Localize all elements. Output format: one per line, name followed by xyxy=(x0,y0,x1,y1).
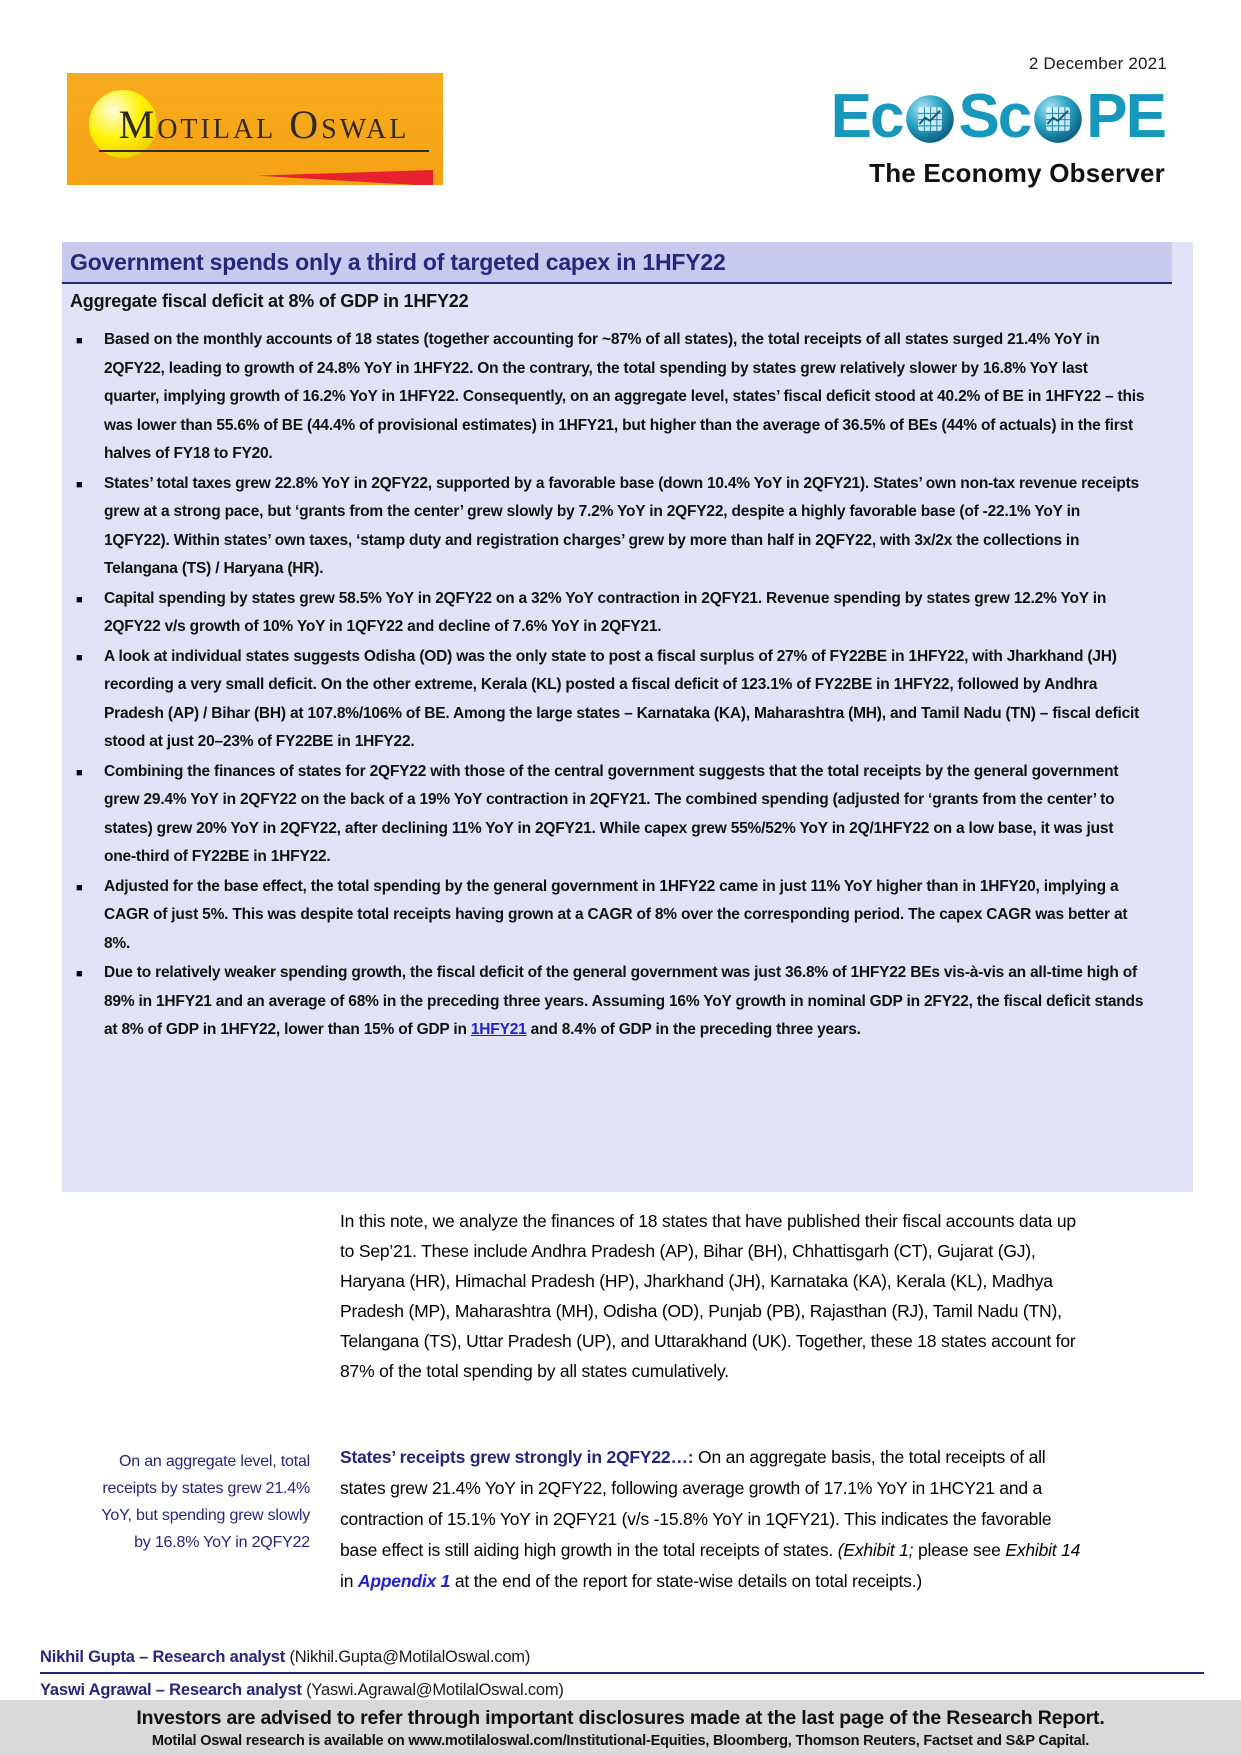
bullet-square-icon: ■ xyxy=(76,593,83,606)
bullet-square-icon: ■ xyxy=(76,968,83,980)
side-note: On an aggregate level, total receipts by states grew 21.4% YoY, but spending grew slowly by 16.8% YoY in 2QFY22 xyxy=(101,1453,310,1551)
disclaimer-line-1: Investors are advised to refer through important disclosures made at the last page of the Research Report. xyxy=(136,1707,1105,1729)
analyst-line-1 xyxy=(40,1645,1204,1669)
analyst-line-2 xyxy=(40,1678,1204,1702)
paragraph-mid2: in xyxy=(340,1571,358,1591)
ecoscope-text-ec: Ec xyxy=(830,82,903,151)
bullet-square-icon: ■ xyxy=(76,766,83,779)
disclaimer-bar xyxy=(0,1700,1241,1755)
1hfy21-link[interactable]: 1HFY21 xyxy=(470,1021,527,1038)
bullet-item xyxy=(76,959,1145,1045)
states-receipts-paragraph xyxy=(340,1442,1082,1597)
bullet-list xyxy=(62,316,1193,1052)
globe-chart-icon xyxy=(1033,94,1083,144)
bullet-item xyxy=(76,470,1145,584)
ecoscope-block xyxy=(830,82,1165,189)
bullet-square-icon: ■ xyxy=(76,881,83,894)
appendix-1-link[interactable]: Appendix 1 xyxy=(357,1571,451,1591)
bullet-text: A look at individual states suggests Odisha (OD) was the only state to post a fiscal surplus of 27% of FY22BE in 1HFY22, with Jharkhand (JH) recording a very small deficit. On the other extreme, Kerala (KL) posted a fiscal deficit of 123.1% of FY22BE in 1HFY22, followed by Andhra Pradesh (AP) / Bihar (BH) at 107.8%/106% of BE. Among the large states – Karnataka (KA), Maharashtra (MH), and Tamil Nadu (TN) – fiscal deficit stood at just 20–23% of FY22BE in 1HFY22. xyxy=(104,647,1140,750)
intro-paragraph: In this note, we analyze the finances of 18 states that have published their fiscal accounts data up to Sep’21. These include Andhra Pradesh (AP), Bihar (BH), Chhattisgarh (CT), Gujarat (GJ), Haryana (HR), Himachal Pradesh (HP), Jharkhand (JH), Karnataka (KA), Kerala (KL), Madhya Pradesh (MP), Maharashtra (MH), Odisha (OD), Punjab (PB), Rajasthan (RJ), Tamil Nadu (TN), Telangana (TS), Uttar Pradesh (UP), and Uttarakhand (UK). Together, these 18 states account for 87% of the total spending by all states cumulatively. xyxy=(340,1211,1076,1381)
ecoscope-logo xyxy=(830,82,1165,151)
bullet-item xyxy=(76,758,1145,872)
report-subtitle: Aggregate fiscal deficit at 8% of GDP in 1HFY22 xyxy=(70,291,469,311)
analyst1-name: Nikhil Gupta – Research analyst xyxy=(40,1648,286,1666)
ecoscope-text-sc: Sc xyxy=(958,82,1031,151)
exhibit14-reference: Exhibit 14 xyxy=(1005,1540,1081,1560)
bullet-text: Based on the monthly accounts of 18 states (together accounting for ~87% of all states), the total receipts of all states surged 21.4% YoY in 2QFY22, leading to growth of 24.8% YoY in 1HFY22. On the contrary, the total spending by states grew relatively slower by 16.8% YoY last quarter, implying growth of 16.2% YoY in 1HFY22. Consequently, on an aggregate level, states’ fiscal deficit stood at 40.2% of BE in 1HFY22 – this was lower than 55.6% of BE (44.4% of provisional estimates) in 1HFY21, but higher than the average of 36.5% of BEs (44% of actuals) in the first halves of FY18 to FY20. xyxy=(104,331,1145,462)
report-title: Government spends only a third of targeted capex in 1HFY22 xyxy=(62,242,1172,284)
bullet-square-icon: ■ xyxy=(76,335,83,347)
bullet-square-icon: ■ xyxy=(76,651,83,664)
motilal-oswal-logo xyxy=(67,73,443,185)
bullet-text: Capital spending by states grew 58.5% YoY in 2QFY22 on a 32% YoY contraction in 2QFY21. Revenue spending by states grew 12.2% YoY in 2QFY22 v/s growth of 10% YoY in 1QFY22 and decline of 7.6% YoY in 2QFY21. xyxy=(104,589,1107,635)
paragraph-mid1: please see xyxy=(913,1540,1006,1560)
paragraph-tail: at the end of the report for state-wise details on total receipts.) xyxy=(450,1571,923,1591)
analysts-footer xyxy=(40,1645,1204,1702)
bullet-item xyxy=(76,585,1145,642)
paragraph-heading: States’ receipts grew strongly in 2QFY22…: xyxy=(340,1447,694,1467)
bullet-text: Due to relatively weaker spending growth, the fiscal deficit of the general government was just 36.8% of 1HFY22 BEs vis-à-vis an all-time high of 89% in 1HFY21 and an average of 68% in the preceding three years. Assuming 16% YoY growth in nominal GDP in 2FY22, the fiscal deficit stands at 8% of GDP in 1HFY22, lower than 15% of GDP in 1HFY21 and 8.4% of GDP in the preceding three years. xyxy=(104,964,1144,1038)
analyst2-email: (Yaswi.Agrawal@MotilalOswal.com) xyxy=(301,1681,564,1699)
exhibit1-reference: (Exhibit 1; xyxy=(837,1540,914,1560)
bullet-item xyxy=(76,873,1145,959)
bullet-item xyxy=(76,643,1145,757)
bullet-text: States’ total taxes grew 22.8% YoY in 2QFY22, supported by a favorable base (down 10.4% YoY in 2QFY21). States’ own non-tax revenue receipts grew at a strong pace, but ‘grants from the center’ grew slowly by 7.2% YoY in 2QFY22, despite a highly favorable base (of -22.1% YoY in 1QFY22). Within states’ own taxes, ‘stamp duty and registration charges’ grew by more than half in 2QFY22, with 3x/2x the collections in Telangana (TS) / Haryana (HR). xyxy=(104,474,1139,577)
footer-divider xyxy=(40,1672,1204,1674)
bullet-square-icon: ■ xyxy=(76,478,83,491)
disclaimer-line-2: Motilal Oswal research is available on www.motilaloswal.com/Institutional-Equities, Bloomberg, Thomson Reuters, Factset and S&P Capital. xyxy=(151,1733,1090,1749)
analyst1-email: (Nikhil.Gupta@MotilalOswal.com) xyxy=(285,1648,531,1666)
ecoscope-tagline: The Economy Observer xyxy=(869,158,1165,188)
bullet-text: Combining the finances of states for 2QFY22 with those of the central government suggests that the total receipts by the general government grew 29.4% YoY in 2QFY22 on the back of a 19% YoY contraction in 2QFY21. The combined spending (adjusted for ‘grants from the center’ to states) grew 20% YoY in 2QFY22, after declining 11% YoY in 2QFY21. While capex grew 55%/52% YoY in 2Q/1HFY22 on a low base, it was just one-third of FY22BE in 1HFY22. xyxy=(104,762,1119,865)
red-swoosh-icon xyxy=(257,170,433,185)
analyst2-name: Yaswi Agrawal – Research analyst xyxy=(40,1681,302,1699)
bullet-text: Adjusted for the base effect, the total spending by the general government in 1HFY22 came in just 11% YoY higher than in 1HFY20, implying a CAGR of just 5%. This was despite total receipts having grown at a CAGR of 8% over the corresponding period. The capex CAGR was better at 8%. xyxy=(104,877,1128,952)
motilal-oswal-wordmark: Motilal Oswal xyxy=(99,101,429,152)
paragraph-body: On an aggregate basis, the total receipts of all states grew 21.4% YoY in 2QFY22, following average growth of 17.1% YoY in 1HCY21 and a contraction of 15.1% YoY in 2QFY21 (v/s -15.8% YoY in 1QFY21). This indicates the favorable base effect is still aiding high growth in the total receipts of states. xyxy=(340,1447,1052,1560)
bullet-item xyxy=(76,326,1145,469)
summary-box xyxy=(62,242,1193,1192)
ecoscope-text-pe: PE xyxy=(1086,82,1165,151)
report-date: 2 December 2021 xyxy=(1028,54,1167,73)
globe-chart-icon xyxy=(905,94,955,144)
